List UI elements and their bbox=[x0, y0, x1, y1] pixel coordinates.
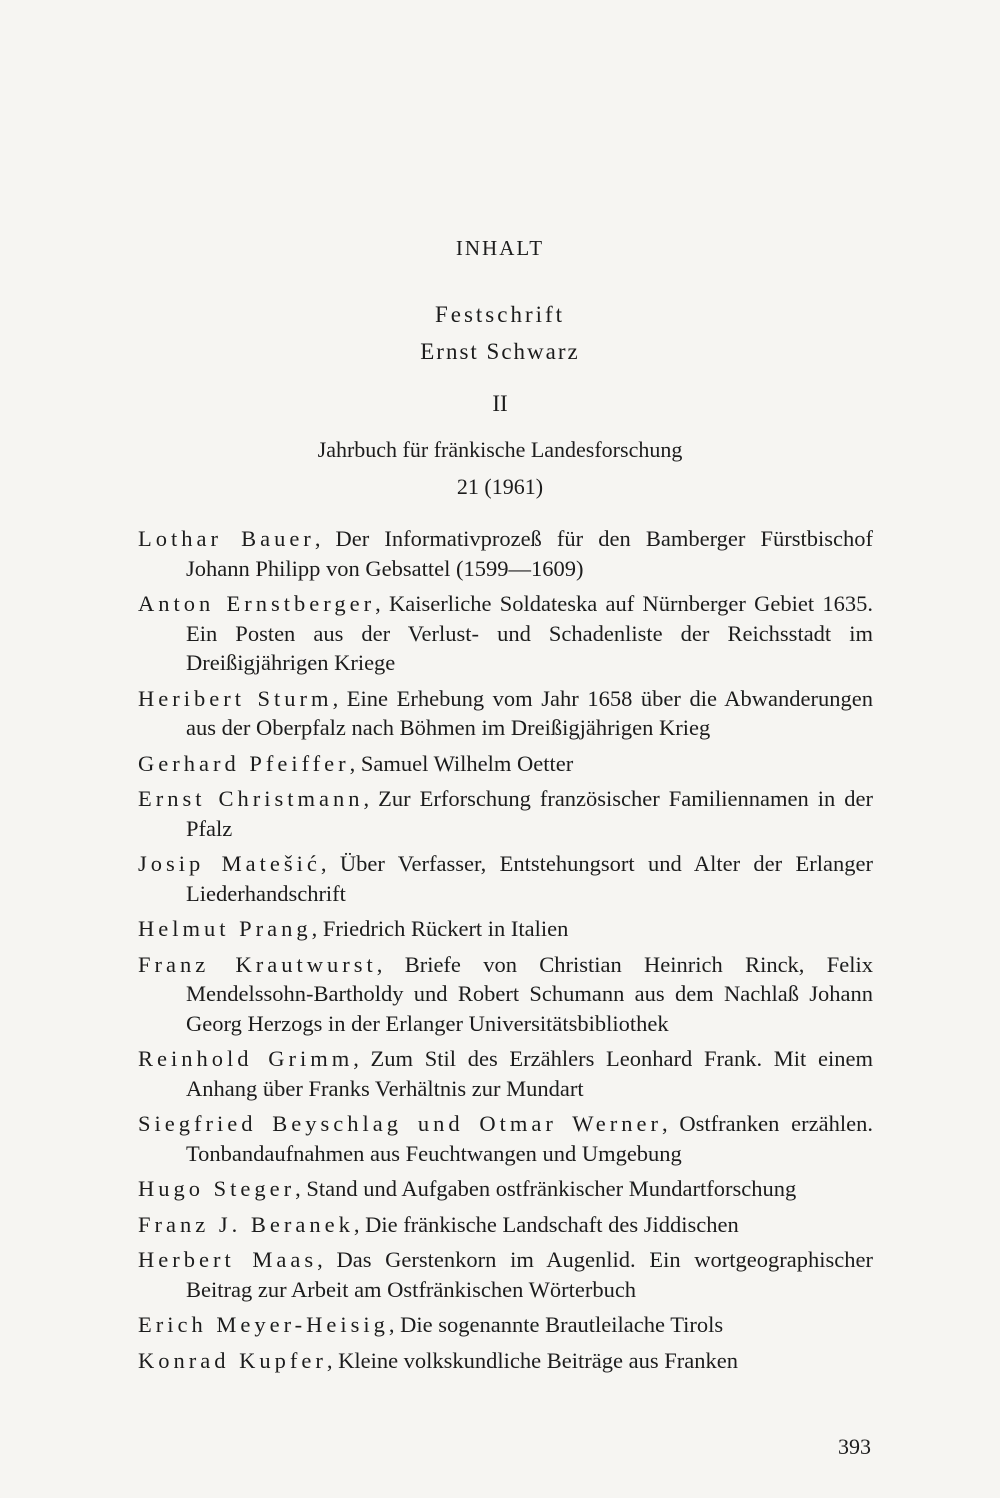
toc-entry bbox=[138, 784, 873, 843]
entry-title: , Kaiserliche Soldateska auf Nürnberger Gebiet 1635. Ein Posten aus der Verlust- und Schadenliste der Reichsstadt im Dreißigjährigen Kriege bbox=[186, 591, 873, 675]
entry-title: , Kleine volkskundliche Beiträge aus Franken bbox=[326, 1347, 738, 1373]
entry-title: , Zum Stil des Erzählers Leonhard Frank. Mit einem Anhang über Franks Verhältnis zur Mundart bbox=[186, 1046, 873, 1101]
toc-entry bbox=[138, 1245, 873, 1304]
volume-number: II bbox=[492, 391, 508, 416]
toc-entry bbox=[138, 524, 873, 583]
entry-author: Lothar Bauer bbox=[138, 526, 315, 551]
entry-author: Hugo Steger bbox=[138, 1176, 296, 1201]
entry-title: , Samuel Wilhelm Oetter bbox=[349, 750, 574, 776]
entry-author: Franz Krautwurst bbox=[138, 951, 377, 977]
entry-author: Ernst Christmann bbox=[138, 786, 364, 811]
entry-author: Helmut Prang bbox=[138, 916, 312, 941]
entry-author: Konrad Kupfer bbox=[138, 1347, 327, 1373]
entry-title: , Der Informativprozeß für den Bamberger Fürstbischof Johann Philipp von Gebsattel (1599—1609) bbox=[186, 526, 873, 581]
toc-entry bbox=[138, 1210, 873, 1240]
toc-entry bbox=[138, 950, 873, 1039]
toc-entry bbox=[138, 1346, 873, 1376]
entry-author: Anton Ernstberger bbox=[138, 591, 376, 616]
entry-author: Franz J. Beranek bbox=[138, 1211, 354, 1237]
toc-entry bbox=[138, 684, 873, 743]
entry-title: , Friedrich Rückert in Italien bbox=[311, 916, 569, 941]
festschrift-title: Festschrift bbox=[434, 302, 566, 327]
entry-title: , Das Gerstenkorn im Augenlid. Ein wortgeographischer Beitrag zur Arbeit am Ostfränkischen Wörterbuch bbox=[186, 1247, 873, 1302]
toc-entry bbox=[138, 1044, 873, 1103]
entry-title: , Briefe von Christian Heinrich Rinck, Felix Mendelssohn-Bartholdy und Robert Schumann aus dem Nachlaß Johann Georg Herzogs in der Erlanger Universitätsbibliothek bbox=[186, 951, 873, 1036]
toc-entry bbox=[138, 914, 873, 944]
entry-title: , Die sogenannte Brautleilache Tirols bbox=[388, 1312, 724, 1337]
entry-title: , Stand und Aufgaben ostfränkischer Mundartforschung bbox=[295, 1176, 797, 1201]
toc-entry bbox=[138, 589, 873, 678]
journal-volume: 21 (1961) bbox=[456, 474, 544, 499]
entry-title: , Ostfranken erzählen. Tonbandaufnahmen aus Feuchtwangen und Umgebung bbox=[186, 1111, 873, 1166]
table-of-contents bbox=[138, 524, 873, 1381]
entry-title: , Zur Erforschung französischer Familiennamen in der Pfalz bbox=[186, 786, 873, 841]
entry-title: , Eine Erhebung vom Jahr 1658 über die Abwanderungen aus der Oberpfalz nach Böhmen im Dreißigjährigen Krieg bbox=[186, 685, 873, 740]
entry-author: Josip Matešić bbox=[138, 851, 321, 876]
toc-entry bbox=[138, 849, 873, 908]
journal-title: Jahrbuch für fränkische Landesforschung bbox=[317, 437, 683, 462]
entry-author: Erich Meyer-Heisig bbox=[138, 1312, 389, 1337]
toc-entry bbox=[138, 1109, 873, 1168]
festschrift-honoree: Ernst Schwarz bbox=[420, 339, 580, 364]
toc-entry bbox=[138, 749, 873, 779]
entry-title: , Die fränkische Landschaft des Jiddischen bbox=[353, 1211, 739, 1237]
contents-heading: INHALT bbox=[455, 236, 545, 260]
entry-author: Reinhold Grimm bbox=[138, 1046, 354, 1071]
toc-entry bbox=[138, 1310, 873, 1340]
page-number: 393 bbox=[838, 1434, 871, 1459]
toc-entry bbox=[138, 1174, 873, 1204]
entry-author: Heribert Sturm bbox=[138, 685, 333, 711]
entry-title: , Über Verfasser, Entstehungsort und Alter der Erlanger Liederhandschrift bbox=[186, 851, 873, 906]
entry-author: Herbert Maas bbox=[138, 1247, 318, 1272]
entry-author: Siegfried Beyschlag und Otmar Werner bbox=[138, 1111, 662, 1136]
entry-author: Gerhard Pfeiffer bbox=[138, 750, 350, 776]
